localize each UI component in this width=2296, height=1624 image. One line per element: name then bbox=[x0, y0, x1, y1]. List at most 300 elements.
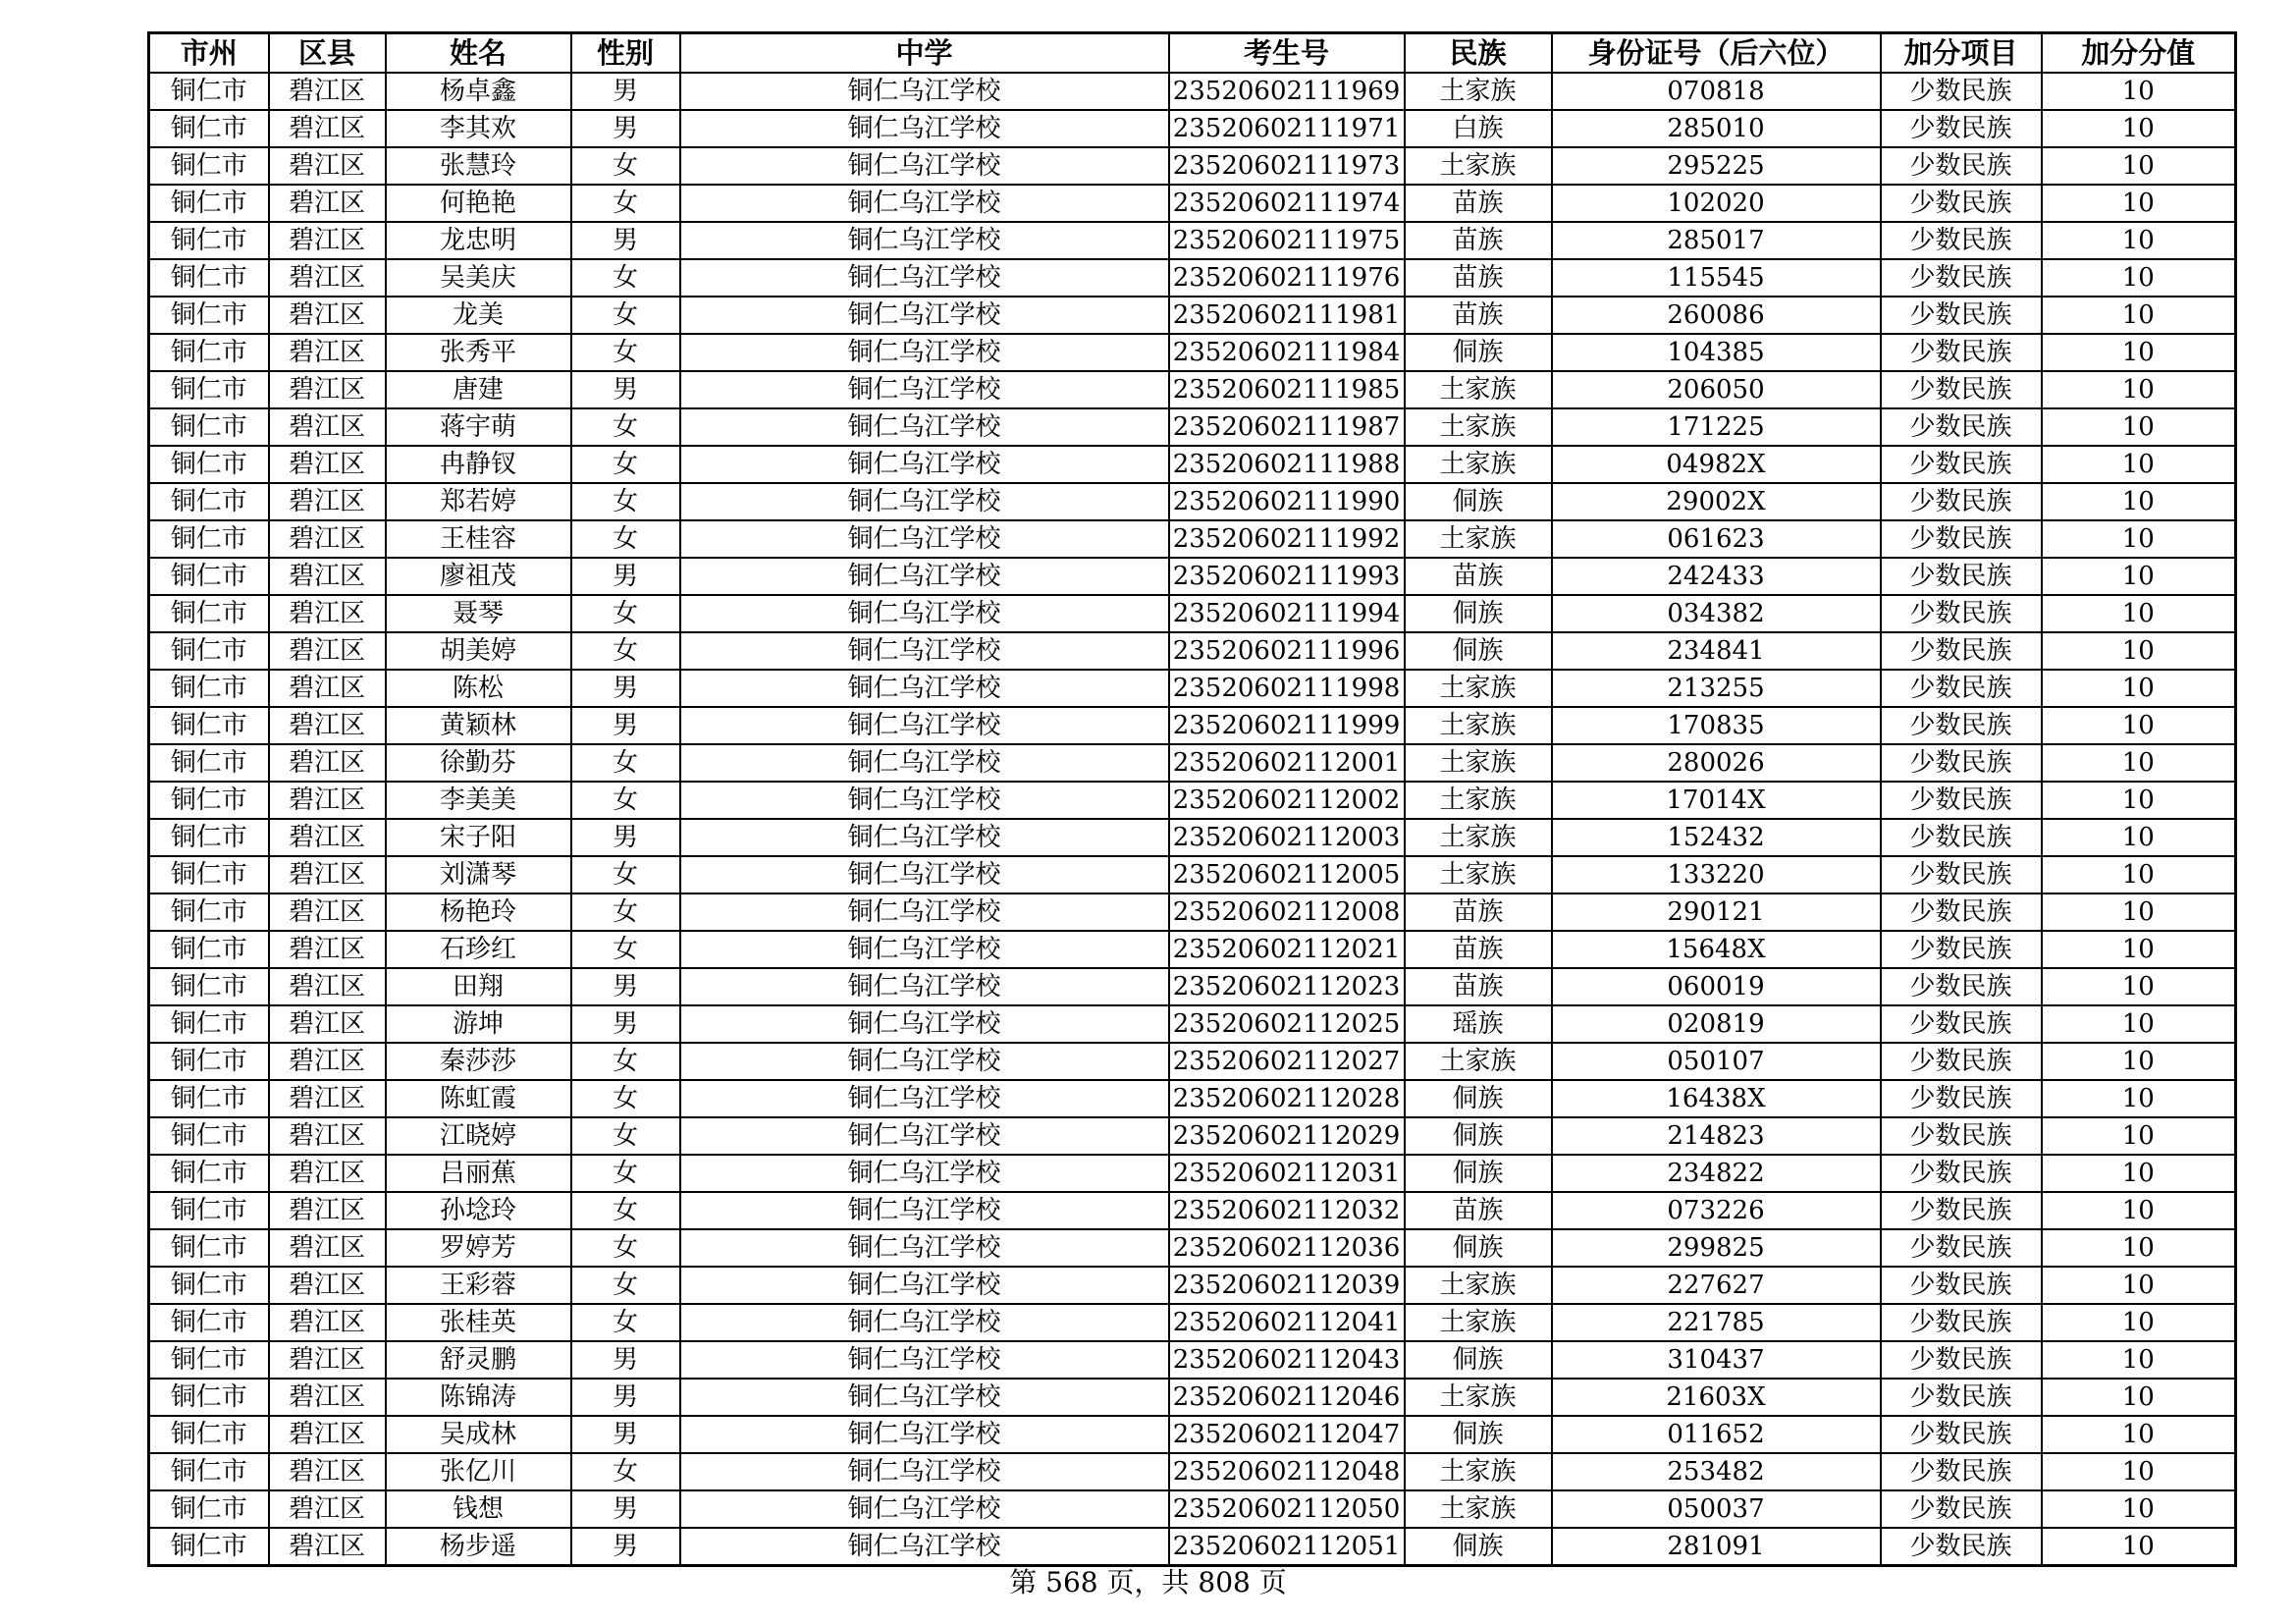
cell-exam-number: 23520602112031 bbox=[1169, 1155, 1405, 1192]
table-row bbox=[149, 819, 2236, 856]
cell-bonus-value: 10 bbox=[2042, 707, 2236, 744]
cell-city: 铜仁市 bbox=[149, 1155, 269, 1192]
cell-exam-number: 23520602112005 bbox=[1169, 856, 1405, 893]
cell-bonus-value: 10 bbox=[2042, 632, 2236, 670]
cell-exam-number: 23520602111990 bbox=[1169, 483, 1405, 520]
cell-district: 碧江区 bbox=[269, 931, 386, 968]
cell-gender: 女 bbox=[571, 632, 680, 670]
cell-exam-number: 23520602112041 bbox=[1169, 1304, 1405, 1341]
cell-city: 铜仁市 bbox=[149, 1043, 269, 1080]
cell-name: 胡美婷 bbox=[386, 632, 571, 670]
cell-ethnicity: 侗族 bbox=[1405, 1155, 1552, 1192]
cell-city: 铜仁市 bbox=[149, 632, 269, 670]
cell-city: 铜仁市 bbox=[149, 782, 269, 819]
cell-id-last-six: 171225 bbox=[1552, 408, 1881, 446]
cell-exam-number: 23520602111969 bbox=[1169, 73, 1405, 110]
cell-city: 铜仁市 bbox=[149, 446, 269, 483]
cell-bonus-value: 10 bbox=[2042, 1528, 2236, 1566]
cell-bonus-item: 少数民族 bbox=[1881, 670, 2042, 707]
header-id-last-six: 身份证号（后六位） bbox=[1552, 33, 1881, 74]
cell-school: 铜仁乌江学校 bbox=[680, 147, 1169, 185]
cell-bonus-value: 10 bbox=[2042, 1379, 2236, 1416]
table-row bbox=[149, 707, 2236, 744]
cell-district: 碧江区 bbox=[269, 1155, 386, 1192]
cell-bonus-value: 10 bbox=[2042, 1304, 2236, 1341]
cell-ethnicity: 土家族 bbox=[1405, 408, 1552, 446]
cell-bonus-item: 少数民族 bbox=[1881, 185, 2042, 222]
table-row bbox=[149, 446, 2236, 483]
cell-gender: 男 bbox=[571, 222, 680, 259]
cell-exam-number: 23520602111988 bbox=[1169, 446, 1405, 483]
cell-gender: 女 bbox=[571, 1192, 680, 1229]
cell-school: 铜仁乌江学校 bbox=[680, 632, 1169, 670]
cell-name: 龙忠明 bbox=[386, 222, 571, 259]
cell-school: 铜仁乌江学校 bbox=[680, 297, 1169, 334]
table-row bbox=[149, 744, 2236, 782]
cell-id-last-six: 061623 bbox=[1552, 520, 1881, 558]
cell-school: 铜仁乌江学校 bbox=[680, 968, 1169, 1005]
cell-bonus-value: 10 bbox=[2042, 408, 2236, 446]
cell-city: 铜仁市 bbox=[149, 1080, 269, 1117]
cell-id-last-six: 214823 bbox=[1552, 1117, 1881, 1155]
table-row bbox=[149, 1379, 2236, 1416]
cell-bonus-value: 10 bbox=[2042, 1043, 2236, 1080]
cell-ethnicity: 土家族 bbox=[1405, 670, 1552, 707]
cell-name: 游坤 bbox=[386, 1005, 571, 1043]
cell-id-last-six: 285017 bbox=[1552, 222, 1881, 259]
cell-ethnicity: 苗族 bbox=[1405, 297, 1552, 334]
cell-gender: 男 bbox=[571, 819, 680, 856]
cell-exam-number: 23520602112027 bbox=[1169, 1043, 1405, 1080]
cell-id-last-six: 16438X bbox=[1552, 1080, 1881, 1117]
cell-ethnicity: 土家族 bbox=[1405, 1490, 1552, 1528]
cell-bonus-value: 10 bbox=[2042, 670, 2236, 707]
cell-exam-number: 23520602111987 bbox=[1169, 408, 1405, 446]
cell-id-last-six: 170835 bbox=[1552, 707, 1881, 744]
cell-name: 钱想 bbox=[386, 1490, 571, 1528]
cell-city: 铜仁市 bbox=[149, 147, 269, 185]
cell-name: 杨艳玲 bbox=[386, 893, 571, 931]
table-row bbox=[149, 73, 2236, 110]
cell-bonus-value: 10 bbox=[2042, 744, 2236, 782]
cell-bonus-value: 10 bbox=[2042, 782, 2236, 819]
cell-school: 铜仁乌江学校 bbox=[680, 819, 1169, 856]
cell-gender: 男 bbox=[571, 1490, 680, 1528]
cell-city: 铜仁市 bbox=[149, 1117, 269, 1155]
cell-bonus-value: 10 bbox=[2042, 1341, 2236, 1379]
cell-name: 秦莎莎 bbox=[386, 1043, 571, 1080]
cell-id-last-six: 253482 bbox=[1552, 1453, 1881, 1490]
cell-exam-number: 23520602111985 bbox=[1169, 371, 1405, 408]
cell-gender: 男 bbox=[571, 73, 680, 110]
cell-name: 陈松 bbox=[386, 670, 571, 707]
cell-exam-number: 23520602111998 bbox=[1169, 670, 1405, 707]
cell-name: 吴成林 bbox=[386, 1416, 571, 1453]
header-exam-number: 考生号 bbox=[1169, 33, 1405, 74]
cell-gender: 女 bbox=[571, 1155, 680, 1192]
cell-gender: 女 bbox=[571, 408, 680, 446]
cell-id-last-six: 21603X bbox=[1552, 1379, 1881, 1416]
cell-district: 碧江区 bbox=[269, 1304, 386, 1341]
table-row bbox=[149, 1005, 2236, 1043]
cell-id-last-six: 020819 bbox=[1552, 1005, 1881, 1043]
cell-district: 碧江区 bbox=[269, 670, 386, 707]
cell-bonus-item: 少数民族 bbox=[1881, 893, 2042, 931]
cell-school: 铜仁乌江学校 bbox=[680, 371, 1169, 408]
cell-bonus-item: 少数民族 bbox=[1881, 259, 2042, 297]
cell-ethnicity: 土家族 bbox=[1405, 819, 1552, 856]
cell-ethnicity: 白族 bbox=[1405, 110, 1552, 147]
table-row bbox=[149, 1490, 2236, 1528]
cell-name: 李美美 bbox=[386, 782, 571, 819]
cell-bonus-item: 少数民族 bbox=[1881, 1117, 2042, 1155]
cell-id-last-six: 260086 bbox=[1552, 297, 1881, 334]
cell-city: 铜仁市 bbox=[149, 1229, 269, 1267]
cell-ethnicity: 侗族 bbox=[1405, 1341, 1552, 1379]
cell-district: 碧江区 bbox=[269, 483, 386, 520]
cell-district: 碧江区 bbox=[269, 1453, 386, 1490]
cell-id-last-six: 29002X bbox=[1552, 483, 1881, 520]
cell-id-last-six: 234822 bbox=[1552, 1155, 1881, 1192]
cell-ethnicity: 侗族 bbox=[1405, 1528, 1552, 1566]
cell-district: 碧江区 bbox=[269, 408, 386, 446]
cell-exam-number: 23520602112008 bbox=[1169, 893, 1405, 931]
cell-school: 铜仁乌江学校 bbox=[680, 259, 1169, 297]
cell-bonus-item: 少数民族 bbox=[1881, 819, 2042, 856]
cell-name: 张秀平 bbox=[386, 334, 571, 371]
cell-school: 铜仁乌江学校 bbox=[680, 1155, 1169, 1192]
table-row bbox=[149, 147, 2236, 185]
cell-school: 铜仁乌江学校 bbox=[680, 185, 1169, 222]
cell-district: 碧江区 bbox=[269, 1080, 386, 1117]
cell-bonus-item: 少数民族 bbox=[1881, 297, 2042, 334]
cell-school: 铜仁乌江学校 bbox=[680, 520, 1169, 558]
cell-city: 铜仁市 bbox=[149, 595, 269, 632]
cell-district: 碧江区 bbox=[269, 520, 386, 558]
cell-district: 碧江区 bbox=[269, 1192, 386, 1229]
cell-name: 郑若婷 bbox=[386, 483, 571, 520]
cell-name: 宋子阳 bbox=[386, 819, 571, 856]
cell-city: 铜仁市 bbox=[149, 371, 269, 408]
cell-gender: 女 bbox=[571, 1453, 680, 1490]
cell-bonus-value: 10 bbox=[2042, 1192, 2236, 1229]
cell-bonus-item: 少数民族 bbox=[1881, 1416, 2042, 1453]
cell-bonus-value: 10 bbox=[2042, 1229, 2236, 1267]
cell-ethnicity: 苗族 bbox=[1405, 931, 1552, 968]
cell-district: 碧江区 bbox=[269, 1379, 386, 1416]
cell-name: 吕丽蕉 bbox=[386, 1155, 571, 1192]
cell-district: 碧江区 bbox=[269, 1267, 386, 1304]
cell-exam-number: 23520602112046 bbox=[1169, 1379, 1405, 1416]
cell-exam-number: 23520602112047 bbox=[1169, 1416, 1405, 1453]
cell-city: 铜仁市 bbox=[149, 558, 269, 595]
cell-bonus-item: 少数民族 bbox=[1881, 147, 2042, 185]
cell-bonus-item: 少数民族 bbox=[1881, 1453, 2042, 1490]
table-row bbox=[149, 222, 2236, 259]
cell-district: 碧江区 bbox=[269, 297, 386, 334]
cell-id-last-six: 242433 bbox=[1552, 558, 1881, 595]
cell-ethnicity: 土家族 bbox=[1405, 707, 1552, 744]
cell-school: 铜仁乌江学校 bbox=[680, 744, 1169, 782]
cell-id-last-six: 221785 bbox=[1552, 1304, 1881, 1341]
cell-gender: 男 bbox=[571, 968, 680, 1005]
cell-name: 杨步遥 bbox=[386, 1528, 571, 1566]
cell-bonus-item: 少数民族 bbox=[1881, 1528, 2042, 1566]
cell-exam-number: 23520602112048 bbox=[1169, 1453, 1405, 1490]
header-city: 市州 bbox=[149, 33, 269, 74]
table-row bbox=[149, 670, 2236, 707]
cell-gender: 女 bbox=[571, 520, 680, 558]
table-row bbox=[149, 1229, 2236, 1267]
cell-gender: 女 bbox=[571, 334, 680, 371]
cell-bonus-item: 少数民族 bbox=[1881, 744, 2042, 782]
cell-school: 铜仁乌江学校 bbox=[680, 1341, 1169, 1379]
cell-district: 碧江区 bbox=[269, 1043, 386, 1080]
cell-district: 碧江区 bbox=[269, 968, 386, 1005]
cell-exam-number: 23520602111984 bbox=[1169, 334, 1405, 371]
cell-name: 黄颖林 bbox=[386, 707, 571, 744]
cell-id-last-six: 070818 bbox=[1552, 73, 1881, 110]
cell-city: 铜仁市 bbox=[149, 73, 269, 110]
cell-exam-number: 23520602111971 bbox=[1169, 110, 1405, 147]
cell-name: 刘潇琴 bbox=[386, 856, 571, 893]
cell-ethnicity: 苗族 bbox=[1405, 222, 1552, 259]
cell-exam-number: 23520602111996 bbox=[1169, 632, 1405, 670]
cell-bonus-item: 少数民族 bbox=[1881, 632, 2042, 670]
cell-id-last-six: 073226 bbox=[1552, 1192, 1881, 1229]
cell-bonus-item: 少数民族 bbox=[1881, 1379, 2042, 1416]
cell-id-last-six: 15648X bbox=[1552, 931, 1881, 968]
cell-school: 铜仁乌江学校 bbox=[680, 558, 1169, 595]
cell-district: 碧江区 bbox=[269, 707, 386, 744]
cell-bonus-item: 少数民族 bbox=[1881, 1080, 2042, 1117]
cell-bonus-item: 少数民族 bbox=[1881, 73, 2042, 110]
cell-name: 唐建 bbox=[386, 371, 571, 408]
cell-ethnicity: 土家族 bbox=[1405, 1304, 1552, 1341]
table-row bbox=[149, 558, 2236, 595]
cell-city: 铜仁市 bbox=[149, 893, 269, 931]
cell-exam-number: 23520602111973 bbox=[1169, 147, 1405, 185]
table-row bbox=[149, 334, 2236, 371]
cell-city: 铜仁市 bbox=[149, 931, 269, 968]
cell-district: 碧江区 bbox=[269, 1416, 386, 1453]
cell-city: 铜仁市 bbox=[149, 670, 269, 707]
cell-id-last-six: 285010 bbox=[1552, 110, 1881, 147]
page-footer bbox=[0, 1561, 2296, 1600]
cell-id-last-six: 17014X bbox=[1552, 782, 1881, 819]
cell-id-last-six: 281091 bbox=[1552, 1528, 1881, 1566]
cell-school: 铜仁乌江学校 bbox=[680, 707, 1169, 744]
cell-bonus-value: 10 bbox=[2042, 931, 2236, 968]
cell-ethnicity: 侗族 bbox=[1405, 483, 1552, 520]
table-row bbox=[149, 297, 2236, 334]
cell-gender: 女 bbox=[571, 1229, 680, 1267]
cell-city: 铜仁市 bbox=[149, 1304, 269, 1341]
table-row bbox=[149, 408, 2236, 446]
cell-bonus-value: 10 bbox=[2042, 297, 2236, 334]
cell-bonus-value: 10 bbox=[2042, 819, 2236, 856]
cell-exam-number: 23520602111999 bbox=[1169, 707, 1405, 744]
cell-city: 铜仁市 bbox=[149, 520, 269, 558]
cell-school: 铜仁乌江学校 bbox=[680, 856, 1169, 893]
cell-district: 碧江区 bbox=[269, 73, 386, 110]
cell-school: 铜仁乌江学校 bbox=[680, 1192, 1169, 1229]
cell-school: 铜仁乌江学校 bbox=[680, 73, 1169, 110]
cell-school: 铜仁乌江学校 bbox=[680, 1528, 1169, 1566]
cell-id-last-six: 206050 bbox=[1552, 371, 1881, 408]
cell-bonus-item: 少数民族 bbox=[1881, 782, 2042, 819]
cell-bonus-value: 10 bbox=[2042, 856, 2236, 893]
cell-ethnicity: 瑶族 bbox=[1405, 1005, 1552, 1043]
header-gender: 性别 bbox=[571, 33, 680, 74]
cell-name: 冉静钗 bbox=[386, 446, 571, 483]
cell-name: 石珍红 bbox=[386, 931, 571, 968]
cell-bonus-value: 10 bbox=[2042, 1490, 2236, 1528]
cell-exam-number: 23520602112023 bbox=[1169, 968, 1405, 1005]
cell-bonus-item: 少数民族 bbox=[1881, 931, 2042, 968]
cell-district: 碧江区 bbox=[269, 632, 386, 670]
cell-bonus-item: 少数民族 bbox=[1881, 1490, 2042, 1528]
cell-ethnicity: 土家族 bbox=[1405, 1043, 1552, 1080]
cell-school: 铜仁乌江学校 bbox=[680, 446, 1169, 483]
cell-name: 龙美 bbox=[386, 297, 571, 334]
cell-city: 铜仁市 bbox=[149, 1267, 269, 1304]
cell-id-last-six: 290121 bbox=[1552, 893, 1881, 931]
cell-district: 碧江区 bbox=[269, 1229, 386, 1267]
cell-bonus-value: 10 bbox=[2042, 968, 2236, 1005]
cell-city: 铜仁市 bbox=[149, 1379, 269, 1416]
cell-bonus-value: 10 bbox=[2042, 483, 2236, 520]
header-ethnicity: 民族 bbox=[1405, 33, 1552, 74]
document-sheet bbox=[147, 31, 2234, 1567]
table-row bbox=[149, 1080, 2236, 1117]
cell-gender: 男 bbox=[571, 1379, 680, 1416]
cell-bonus-value: 10 bbox=[2042, 520, 2236, 558]
cell-district: 碧江区 bbox=[269, 371, 386, 408]
cell-school: 铜仁乌江学校 bbox=[680, 931, 1169, 968]
table-row bbox=[149, 185, 2236, 222]
cell-school: 铜仁乌江学校 bbox=[680, 1080, 1169, 1117]
cell-id-last-six: 102020 bbox=[1552, 185, 1881, 222]
cell-gender: 男 bbox=[571, 1341, 680, 1379]
cell-id-last-six: 133220 bbox=[1552, 856, 1881, 893]
cell-exam-number: 23520602111981 bbox=[1169, 297, 1405, 334]
cell-gender: 女 bbox=[571, 782, 680, 819]
cell-ethnicity: 土家族 bbox=[1405, 371, 1552, 408]
cell-exam-number: 23520602111994 bbox=[1169, 595, 1405, 632]
cell-ethnicity: 侗族 bbox=[1405, 1080, 1552, 1117]
cell-bonus-item: 少数民族 bbox=[1881, 1192, 2042, 1229]
cell-gender: 女 bbox=[571, 1080, 680, 1117]
cell-ethnicity: 侗族 bbox=[1405, 1229, 1552, 1267]
cell-city: 铜仁市 bbox=[149, 1341, 269, 1379]
cell-exam-number: 23520602111974 bbox=[1169, 185, 1405, 222]
cell-bonus-item: 少数民族 bbox=[1881, 483, 2042, 520]
cell-school: 铜仁乌江学校 bbox=[680, 1416, 1169, 1453]
cell-name: 舒灵鹏 bbox=[386, 1341, 571, 1379]
cell-bonus-item: 少数民族 bbox=[1881, 520, 2042, 558]
cell-name: 罗婷芳 bbox=[386, 1229, 571, 1267]
cell-bonus-item: 少数民族 bbox=[1881, 222, 2042, 259]
cell-exam-number: 23520602112021 bbox=[1169, 931, 1405, 968]
cell-bonus-item: 少数民族 bbox=[1881, 1005, 2042, 1043]
cell-bonus-value: 10 bbox=[2042, 259, 2236, 297]
cell-city: 铜仁市 bbox=[149, 483, 269, 520]
cell-bonus-item: 少数民族 bbox=[1881, 371, 2042, 408]
cell-bonus-value: 10 bbox=[2042, 893, 2236, 931]
cell-school: 铜仁乌江学校 bbox=[680, 893, 1169, 931]
cell-gender: 女 bbox=[571, 1267, 680, 1304]
cell-id-last-six: 152432 bbox=[1552, 819, 1881, 856]
cell-bonus-value: 10 bbox=[2042, 73, 2236, 110]
cell-ethnicity: 土家族 bbox=[1405, 73, 1552, 110]
table-row bbox=[149, 1528, 2236, 1566]
cell-ethnicity: 土家族 bbox=[1405, 1267, 1552, 1304]
cell-bonus-item: 少数民族 bbox=[1881, 334, 2042, 371]
cell-school: 铜仁乌江学校 bbox=[680, 1267, 1169, 1304]
cell-city: 铜仁市 bbox=[149, 110, 269, 147]
bonus-points-table bbox=[147, 31, 2237, 1567]
cell-city: 铜仁市 bbox=[149, 1453, 269, 1490]
table-row bbox=[149, 893, 2236, 931]
table-row bbox=[149, 856, 2236, 893]
cell-bonus-value: 10 bbox=[2042, 1005, 2236, 1043]
cell-name: 王桂容 bbox=[386, 520, 571, 558]
cell-gender: 男 bbox=[571, 1416, 680, 1453]
cell-gender: 女 bbox=[571, 259, 680, 297]
cell-exam-number: 23520602112036 bbox=[1169, 1229, 1405, 1267]
table-row bbox=[149, 1043, 2236, 1080]
cell-gender: 女 bbox=[571, 1043, 680, 1080]
cell-district: 碧江区 bbox=[269, 259, 386, 297]
cell-exam-number: 23520602112051 bbox=[1169, 1528, 1405, 1566]
cell-id-last-six: 299825 bbox=[1552, 1229, 1881, 1267]
cell-name: 杨卓鑫 bbox=[386, 73, 571, 110]
cell-name: 何艳艳 bbox=[386, 185, 571, 222]
cell-bonus-item: 少数民族 bbox=[1881, 1043, 2042, 1080]
cell-name: 蒋宇萌 bbox=[386, 408, 571, 446]
cell-gender: 男 bbox=[571, 1005, 680, 1043]
cell-city: 铜仁市 bbox=[149, 259, 269, 297]
cell-school: 铜仁乌江学校 bbox=[680, 1005, 1169, 1043]
cell-bonus-item: 少数民族 bbox=[1881, 856, 2042, 893]
cell-gender: 男 bbox=[571, 371, 680, 408]
table-body bbox=[149, 73, 2236, 1566]
cell-ethnicity: 侗族 bbox=[1405, 1117, 1552, 1155]
cell-district: 碧江区 bbox=[269, 446, 386, 483]
cell-school: 铜仁乌江学校 bbox=[680, 408, 1169, 446]
cell-gender: 男 bbox=[571, 558, 680, 595]
cell-ethnicity: 苗族 bbox=[1405, 893, 1552, 931]
cell-gender: 女 bbox=[571, 147, 680, 185]
cell-school: 铜仁乌江学校 bbox=[680, 334, 1169, 371]
cell-id-last-six: 115545 bbox=[1552, 259, 1881, 297]
cell-id-last-six: 050037 bbox=[1552, 1490, 1881, 1528]
cell-school: 铜仁乌江学校 bbox=[680, 1379, 1169, 1416]
cell-ethnicity: 土家族 bbox=[1405, 147, 1552, 185]
cell-exam-number: 23520602112050 bbox=[1169, 1490, 1405, 1528]
cell-bonus-item: 少数民族 bbox=[1881, 595, 2042, 632]
cell-bonus-value: 10 bbox=[2042, 110, 2236, 147]
table-row bbox=[149, 483, 2236, 520]
table-row bbox=[149, 782, 2236, 819]
cell-ethnicity: 土家族 bbox=[1405, 744, 1552, 782]
cell-city: 铜仁市 bbox=[149, 968, 269, 1005]
cell-bonus-item: 少数民族 bbox=[1881, 1304, 2042, 1341]
cell-city: 铜仁市 bbox=[149, 297, 269, 334]
cell-bonus-item: 少数民族 bbox=[1881, 408, 2042, 446]
cell-id-last-six: 104385 bbox=[1552, 334, 1881, 371]
